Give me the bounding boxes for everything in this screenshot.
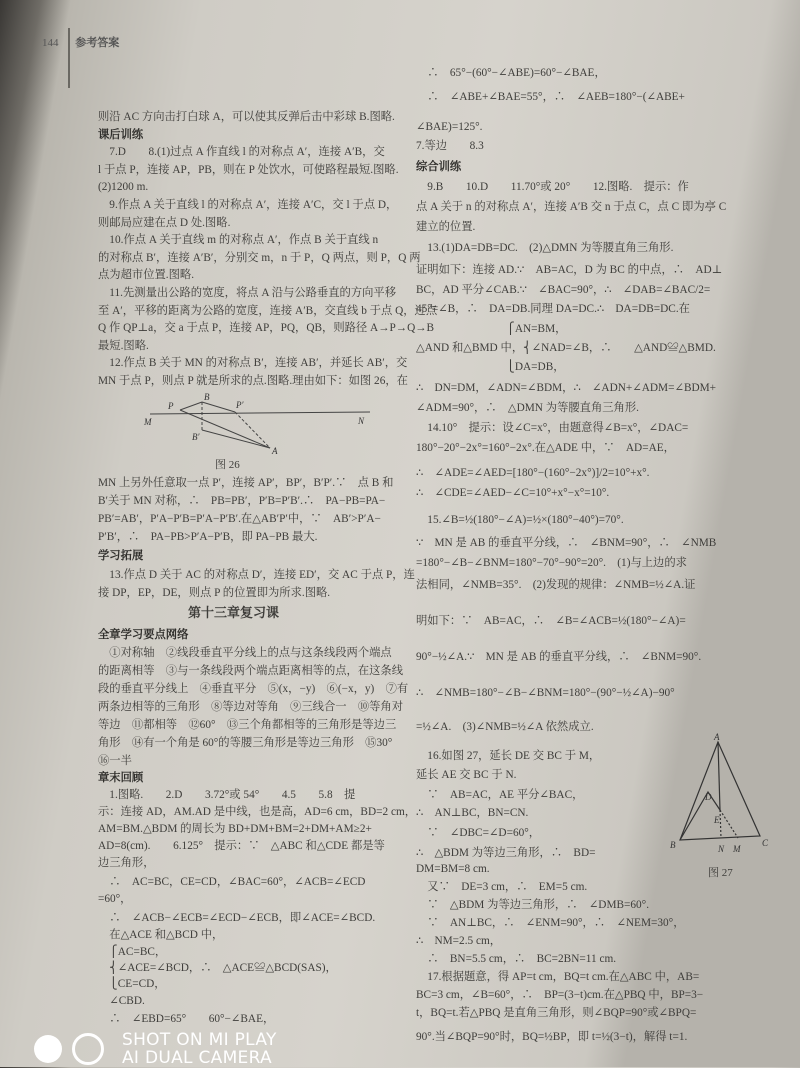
label-e: E: [714, 815, 720, 825]
watermark-dot-icon: [34, 1035, 62, 1063]
line-ppa: [235, 412, 270, 448]
line-pb: [180, 402, 202, 410]
line-ba: [202, 430, 270, 448]
text-line: ⎧AC=BC，: [98, 946, 167, 958]
text-line: 7.等边 8.3: [416, 140, 484, 152]
line-bpp: [202, 402, 235, 412]
text-line: ∴ ∠ACB−∠ECB=∠ECD−∠ECB，即∠ACE=∠BCD.: [98, 912, 376, 924]
text-line: 段的垂直平分线上 ④垂直平分 ⑤(x，−y) ⑥(−x，y) ⑦有: [98, 683, 409, 695]
text-line: 12.作点 B 关于 MN 的对称点 B′，连接 AB′，并延长 AB′，交: [98, 357, 408, 369]
section-heading: 学习拓展: [98, 550, 144, 562]
text-line: AM=BM.△BDM 的周长为 BD+DM+BM=2+DM+AM≥2+: [98, 823, 372, 835]
text-line: ∵ AB=AC，AE 平分∠BAC，: [416, 789, 584, 801]
text-line: 17.根据题意，得 AP=t cm，BQ=t cm.在△ABC 中，AB=: [416, 971, 700, 983]
text-line: B′关于 MN 对称，∴ PB=PB′，P′B=P′B′.∴ PA−PB=PA−: [98, 495, 386, 507]
text-line: ∠BAE)=125°.: [416, 121, 483, 133]
text-line: Q 作 QP⊥a，交 a 于点 P，连接 AP，PQ，QB，则路径 A→P→Q→B: [98, 322, 435, 334]
text-line: ∴ BN=5.5 cm，∴ BC=2BN=11 cm.: [416, 953, 617, 965]
label-b: B: [204, 392, 210, 402]
text-line: =180°−∠B−∠BNM=180°−70°−90°=20°. (1)与上边的求: [416, 557, 687, 569]
label-b: B: [670, 840, 676, 850]
text-line: ∴ ∠CDE=∠AED−∠C=10°+x°−x°=10°.: [416, 487, 610, 499]
text-line: MN 于点 P，则点 P 就是所求的点.图略.理由如下：如图 26，在: [98, 375, 408, 387]
section-heading: 课后训练: [98, 129, 144, 141]
label-c: C: [762, 838, 769, 848]
text-line: 14.10° 提示：设∠C=x°，由题意得∠B=x°，∠DAC=: [416, 422, 689, 434]
section-heading: 第十三章复习课: [188, 605, 280, 620]
text-line: t，BQ=t.若△PBQ 是直角三角形，则∠BQP=90°或∠BPQ=: [416, 1007, 697, 1019]
label-m: M: [733, 844, 741, 854]
label-p: P: [168, 401, 174, 411]
figure-26: [140, 392, 380, 456]
text-line: 接 DP，EP，DE，则点 P 的位置即为所求.图略.: [98, 587, 331, 599]
page-number: 144: [42, 37, 59, 49]
label-bp: B′: [192, 432, 200, 442]
text-line: DM=BM=8 cm.: [416, 863, 490, 875]
label-a: A: [714, 732, 720, 742]
text-line: 9.作点 A 关于直线 l 的对称点 A′，连接 A′C，交 l 于点 D，: [98, 199, 398, 211]
text-line: 延长 AE 交 BC 于 N.: [416, 769, 517, 781]
text-line: 7.D 8.(1)过点 A 作直线 l 的对称点 A′，连接 A′B，交: [98, 146, 385, 158]
text-line: ∵ △BDM 为等边三角形，∴ ∠DMB=60°.: [416, 899, 650, 911]
text-line: 示：连接 AD，AM.AD 是中线，也是高，AD=6 cm，BD=2 cm，: [98, 806, 417, 818]
page-header: [42, 36, 119, 50]
text-line: 的距离相等 ③与一条线段两个端点距离相等的点，在这条线: [98, 665, 404, 677]
text-line: MN 上另外任意取一点 P′，连接 AP′，BP′，B′P′.∵ 点 B 和: [98, 477, 394, 489]
text-line: 证明如下：连接 AD.∵ AB=AC，D 为 BC 的中点，∴ AD⊥: [416, 264, 723, 276]
text-line: ∵ ∠DBC=∠D=60°，: [416, 827, 541, 839]
text-line: 角形 ⑭有一个角是 60°的等腰三角形是等边三角形 ⑮30°: [98, 737, 393, 749]
text-line: 至 A′，平移的距离为公路的宽度，连接 A′B，交直线 b 于点 Q，过点: [98, 305, 438, 317]
watermark-line-2: AI DUAL CAMERA: [122, 1048, 272, 1068]
text-line: 建立的位置.: [416, 221, 476, 233]
text-line: ∴ ∠ABE+∠BAE=55°，∴ ∠AEB=180°−(∠ABE+: [416, 91, 685, 103]
figure-27-caption: 图 27: [708, 867, 733, 879]
text-line: ∴ △BDM 为等边三角形，∴ BD=: [416, 847, 596, 859]
text-line: ∴ DN=DM，∠ADN=∠BDM，∴ ∠ADN+∠ADM=∠BDM+: [416, 382, 717, 394]
text-line: ∵ AN⊥BC，∴ ∠ENM=90°，∴ ∠NEM=30°，: [416, 917, 685, 929]
line-pa: [180, 410, 270, 448]
label-n: N: [358, 416, 365, 426]
camera-watermark: [122, 1031, 277, 1067]
line-mn: [150, 412, 370, 414]
label-m: M: [144, 417, 152, 427]
text-line: 点 A 关于 n 的对称点 A′，连接 A′B 交 n 于点 C，点 C 即为亭 C: [416, 201, 727, 213]
text-line: 法相同，∠NMB=35°. (2)发现的规律：∠NMB=½∠A.证: [416, 579, 696, 591]
text-line: ⎨∠ACE=∠BCD，∴ △ACE≌△BCD(SAS)，: [98, 962, 337, 974]
text-line: 明如下：∵ AB=AC，∴ ∠B=∠ACB=½(180°−∠A)=: [416, 615, 686, 627]
text-line: 10.作点 A 关于直线 m 的对称点 A′，作点 B 关于直线 n: [98, 234, 379, 246]
watermark-ring-icon: [72, 1033, 104, 1065]
text-line: ①对称轴 ②线段垂直平分线上的点与这条线段两个端点: [98, 647, 392, 659]
section-heading: 综合训练: [416, 161, 462, 173]
text-line: 等边 ⑪都相等 ⑫60° ⑬三个角都相等的三角形是等边三: [98, 719, 397, 731]
text-line: 点为超市位置.图略.: [98, 269, 195, 281]
text-line: △AND 和△BMD 中，⎨∠NAD=∠B，∴ △AND≌△BMD.: [416, 342, 716, 354]
label-d: D: [705, 792, 712, 802]
text-line: ∠ADM=90°，∴ △DMN 为等腰直角三角形.: [416, 402, 639, 414]
text-line: BC=3 cm，∠B=60°，∴ BP=(3−t)cm.在△PBQ 中，BP=3−: [416, 989, 704, 1001]
text-line: 45°=∠B，∴ DA=DB.同理 DA=DC.∴ DA=DB=DC.在: [416, 303, 690, 315]
text-line: ∴ 65°−(60°−∠ABE)=60°−∠BAE，: [416, 67, 606, 79]
label-n: N: [718, 844, 725, 854]
text-line: =½∠A. (3)∠NMB=½∠A 依然成立.: [416, 721, 594, 733]
text-line: 16.如图 27，延长 DE 交 BC 于 M，: [416, 750, 601, 762]
text-line: P′B′，∴ PA−PB>P′A−P′B，即 PA−PB 最大.: [98, 531, 318, 543]
text-line: 边三角形，: [98, 857, 155, 869]
header-title: 参考答案: [75, 36, 120, 49]
section-heading: 全章学习要点网络: [98, 629, 189, 641]
text-line: l 于点 P，连接 AP，PB，则在 P 处饮水，可使路程最短.图略.: [98, 164, 399, 176]
text-line: 又∵ DE=3 cm，∴ EM=5 cm.: [416, 881, 588, 893]
text-line: ∴ ∠ADE=∠AED=[180°−(160°−2x°)]/2=10°+x°.: [416, 467, 650, 479]
section-heading: 章末回顾: [98, 772, 144, 784]
text-line: 则沿 AC 方向击打白球 A，可以使其反弹后击中彩球 B.图略.: [98, 111, 395, 123]
text-line: 9.B 10.D 11.70°或 20° 12.图略. 提示：作: [416, 181, 689, 193]
text-line: 13.作点 D 关于 AC 的对称点 D′，连接 ED′，交 AC 于点 P，连: [98, 569, 415, 581]
text-line: ∴ AC=BC，CE=CD，∠BAC=60°，∠ACB=∠ECD: [98, 876, 366, 888]
text-line: 1.图略. 2.D 3.72°或 54° 4.5 5.8 提: [98, 789, 356, 801]
text-line: PB′=AB′，P′A−P′B=P′A−P′B′.在△AB′P′中，∵ AB′>P′A−: [98, 513, 381, 525]
text-line: ⎩DA=DB，: [416, 361, 565, 373]
text-line: ⎧AN=BM，: [416, 323, 567, 335]
text-line: 两条边相等的三角形 ⑧等边对等角 ⑨三线合一 ⑩等角对: [98, 701, 404, 713]
text-line: ⑯一半: [98, 755, 132, 767]
text-line: 则邮局应建在点 D 处.图略.: [98, 217, 231, 229]
text-line: (2)1200 m.: [98, 181, 149, 193]
text-line: 在△ACE 和△BCD 中，: [98, 929, 224, 941]
text-line: 的对称点 B′，连接 A′B′，分别交 m，n 于 P，Q 两点，则 P，Q 两: [98, 252, 421, 264]
watermark-line-1: SHOT ON MI PLAY: [122, 1030, 277, 1050]
text-line: ⎩CE=CD，: [98, 978, 166, 990]
text-line: 90°−½∠A.∵ MN 是 AB 的垂直平分线，∴ ∠BNM=90°.: [416, 651, 702, 663]
text-line: ∴ ∠EBD=65° 60°−∠BAE，: [98, 1013, 275, 1025]
text-line: 11.先测量出公路的宽度，将点 A 沿与公路垂直的方向平移: [98, 287, 397, 299]
text-line: AD=8(cm). 6.125° 提示：∵ △ABC 和△CDE 都是等: [98, 840, 385, 852]
text-line: =60°，: [98, 893, 132, 905]
text-line: 15.∠B=½(180°−∠A)=½×(180°−40°)=70°.: [416, 514, 624, 526]
text-line: 90°.当∠BQP=90°时，BQ=½BP，即 t=½(3−t)，解得 t=1.: [416, 1031, 688, 1043]
text-line: 最短.图略.: [98, 340, 149, 352]
figure-26-caption: 图 26: [215, 459, 240, 471]
text-line: ∴ AN⊥BC，BN=CN.: [416, 807, 529, 819]
text-line: 180°−20°−2x°=160°−2x°.在△ADE 中，∵ AD=AE，: [416, 442, 675, 454]
text-line: ∴ ∠NMB=180°−∠B−∠BNM=180°−(90°−½∠A)−90°: [416, 687, 675, 699]
text-line: ∵ MN 是 AB 的垂直平分线，∴ ∠BNM=90°，∴ ∠NMB: [416, 537, 717, 549]
figure-27: [668, 732, 788, 864]
label-pp: P′: [236, 400, 244, 410]
text-line: BC，AD 平分∠CAB.∵ ∠BAC=90°，∴ ∠DAB=∠BAC/2=: [416, 284, 711, 296]
text-line: ∴ NM=2.5 cm，: [416, 935, 502, 947]
label-a: A: [272, 446, 278, 456]
text-line: 13.(1)DA=DB=DC. (2)△DMN 为等腰直角三角形.: [416, 242, 674, 254]
text-line: ∠CBD.: [98, 995, 145, 1007]
